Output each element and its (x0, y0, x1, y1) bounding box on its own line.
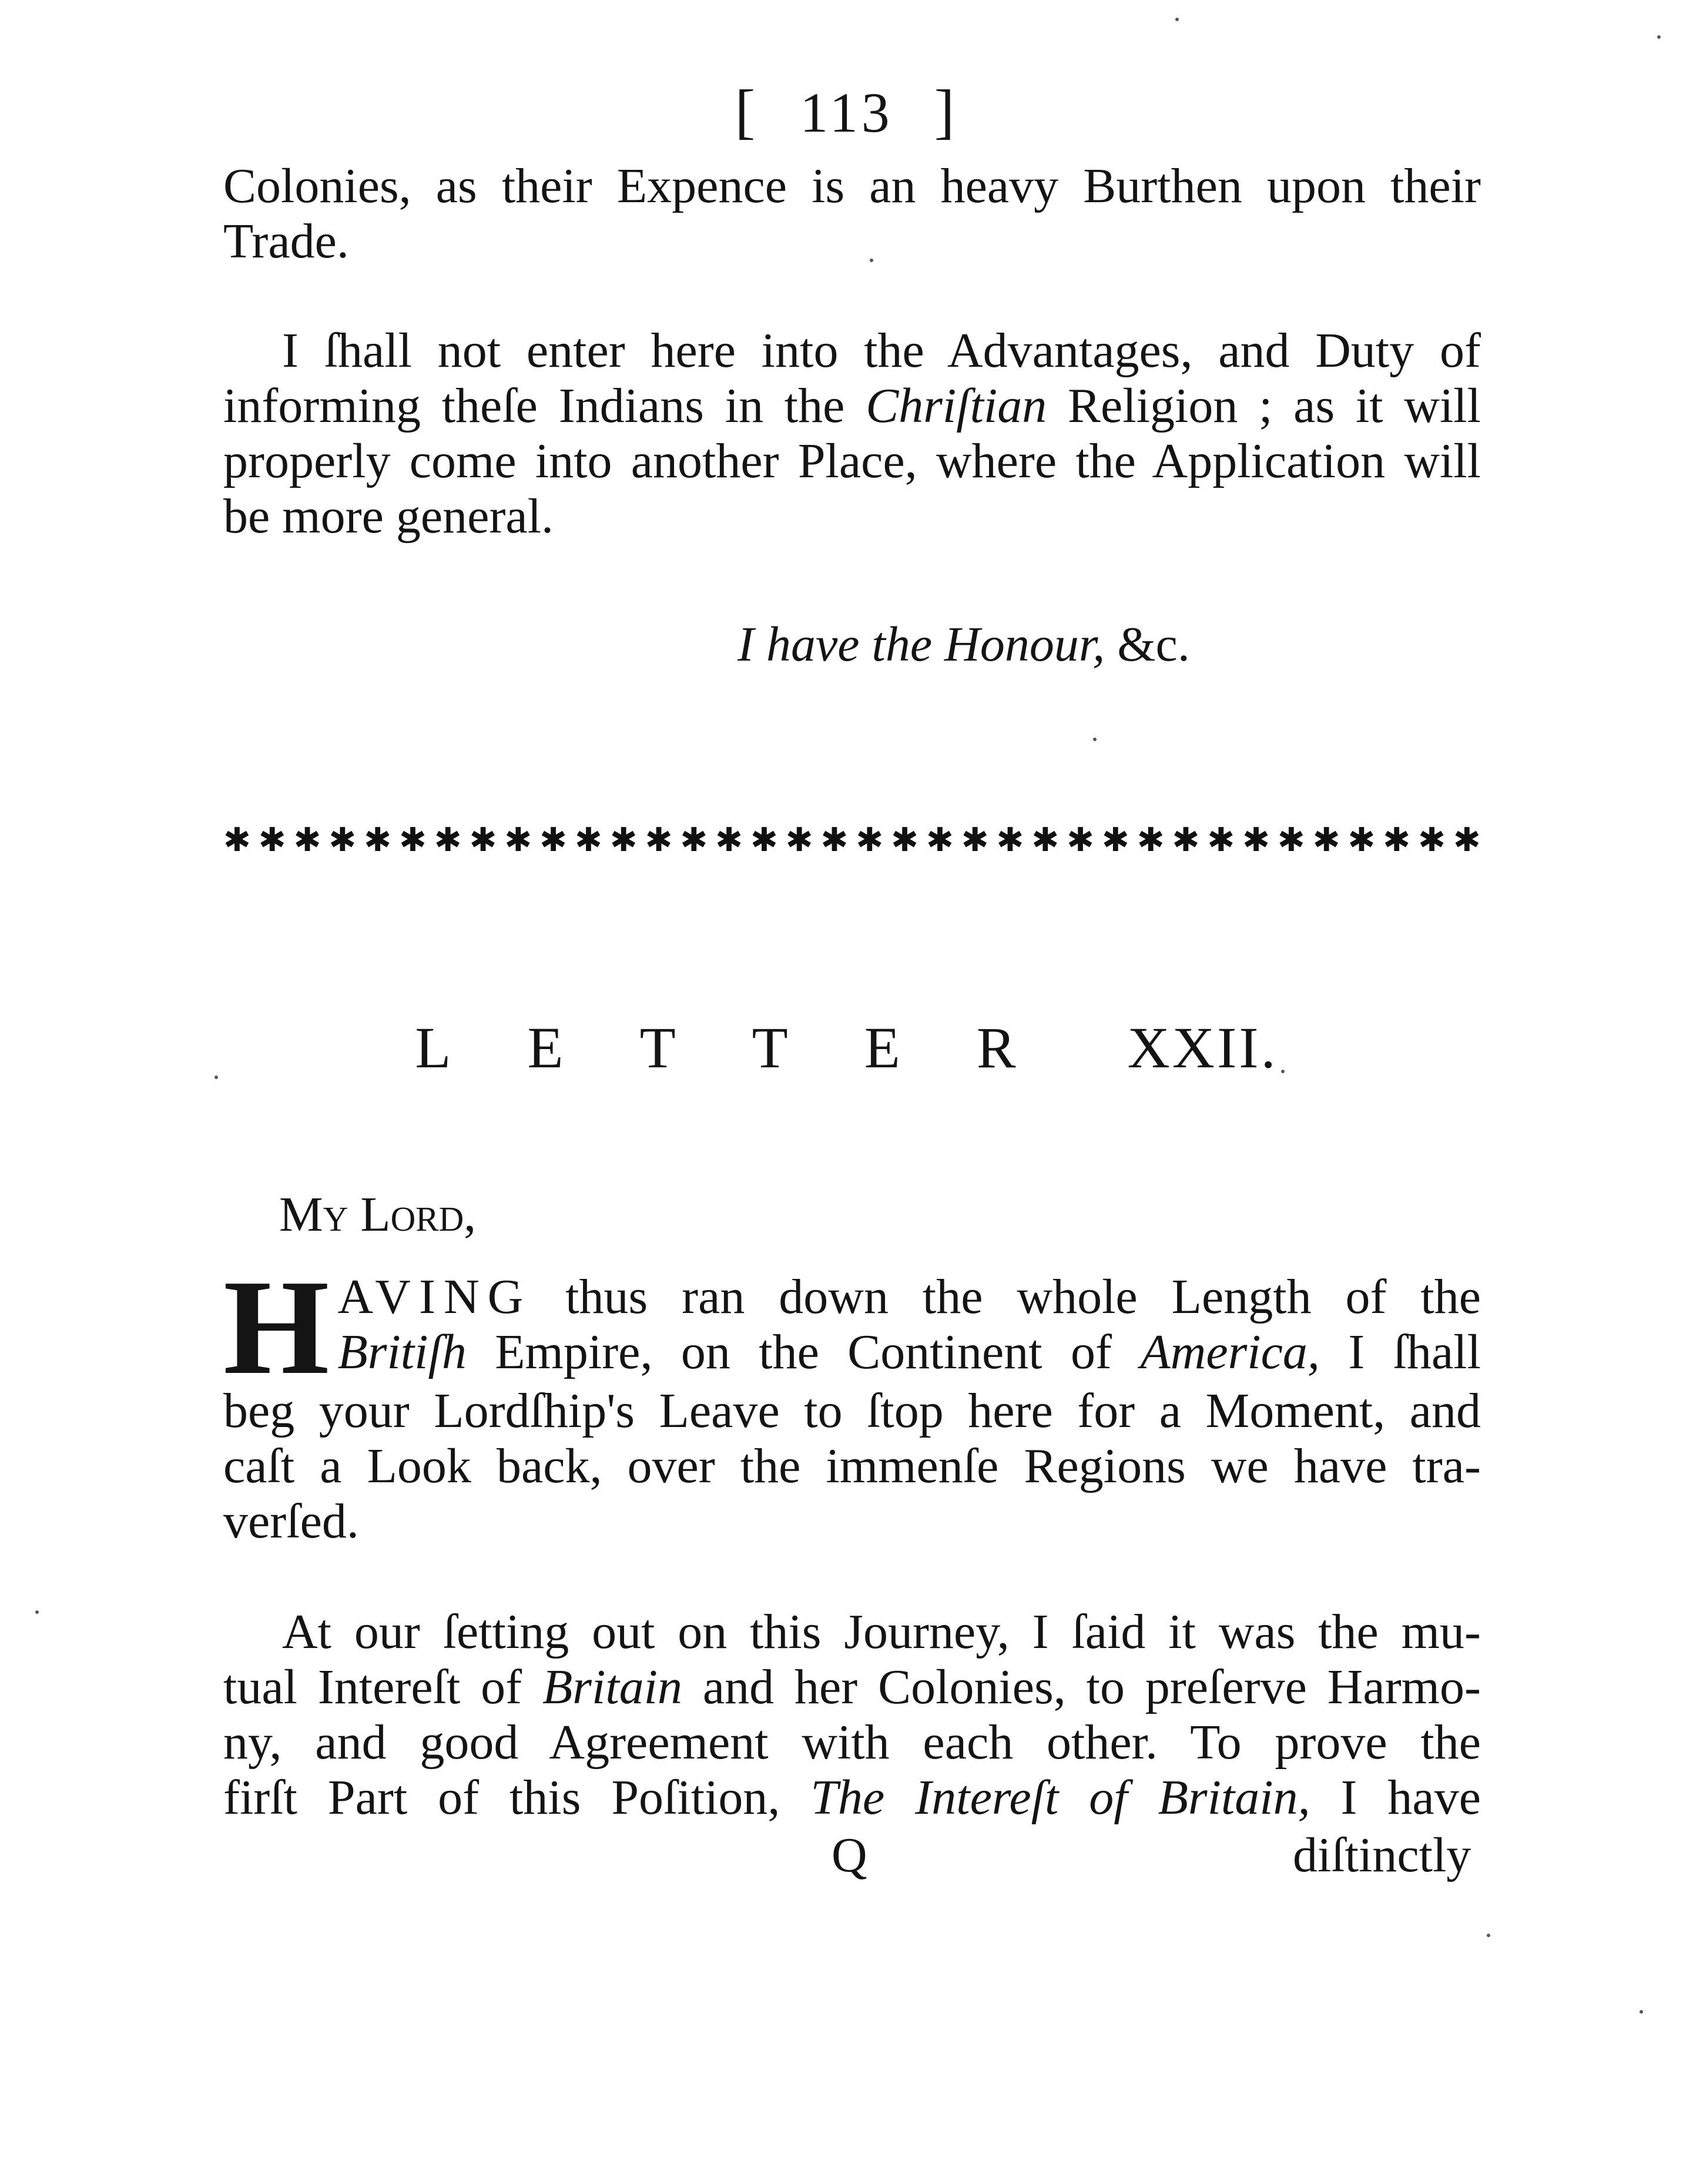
star-ornament-icon: ✱ (1347, 822, 1376, 859)
paper-speck (1640, 2010, 1643, 2014)
text-run: Empire, on the Continent of (466, 1325, 1141, 1379)
star-ornament-icon: ✱ (1067, 822, 1095, 859)
star-ornament-icon: ✱ (1418, 822, 1446, 859)
star-ornament-icon: ✱ (1207, 822, 1235, 859)
text-run: informing theſe Indians in the (223, 378, 866, 433)
ornament-rule (223, 820, 1481, 861)
star-ornament-icon: ✱ (1101, 822, 1129, 859)
italic-run: Britiſh (337, 1325, 467, 1379)
star-ornament-icon: ✱ (1137, 822, 1165, 859)
page-number: 113 (800, 81, 893, 144)
signoff-italic: I have the Honour, (737, 617, 1105, 672)
star-ornament-icon: ✱ (609, 822, 638, 859)
open-bracket: [ (735, 78, 759, 145)
star-ornament-icon: ✱ (504, 822, 532, 859)
paper-speck (1657, 35, 1661, 39)
paper-speck (870, 259, 873, 262)
star-ornament-icon: ✱ (364, 822, 392, 859)
paragraph-continued (223, 159, 1481, 269)
star-ornament-icon: ✱ (715, 822, 743, 859)
star-ornament-icon: ✱ (328, 822, 357, 859)
paper-speck (1487, 1934, 1490, 1937)
star-ornament-icon: ✱ (645, 822, 673, 859)
letter-heading (0, 1014, 1693, 1081)
paragraph-journey (223, 1604, 1481, 1825)
text-line: caſt a Look back, over the immenſe Regions we have tra- (223, 1439, 1481, 1493)
star-ornament-icon: ✱ (574, 822, 602, 859)
star-ornament-icon: ✱ (1383, 822, 1411, 859)
heading-word: LETTER (415, 1015, 1092, 1080)
text-line (223, 1325, 1481, 1380)
heading-numeral: XXII. (1127, 1015, 1278, 1080)
star-ornament-icon: ✱ (1242, 822, 1270, 859)
signoff-rest: &c. (1105, 617, 1190, 672)
drop-cap: H (223, 1252, 330, 1403)
text-run: I have (1310, 1770, 1481, 1825)
caps-run: AVING (337, 1269, 532, 1324)
paper-speck (1093, 738, 1097, 741)
italic-run: America, (1140, 1325, 1320, 1379)
paper-speck (35, 1610, 39, 1614)
text-line: properly come into another Place, where the Application will (223, 434, 1481, 488)
text-line: Trade. (223, 214, 349, 269)
text-line: At our ſetting out on this Journey, I ſaid it was the mu- (282, 1604, 1481, 1659)
text-run: Religion ; as it will (1047, 378, 1481, 433)
salutation: My Lord, (279, 1187, 477, 1242)
paragraph-indians (223, 323, 1481, 544)
text-run: firſt Part of this Poſition, (223, 1770, 811, 1825)
star-ornament-icon: ✱ (1031, 822, 1060, 859)
text-line: ny, and good Agreement with each other. To prove the (223, 1715, 1481, 1770)
text-line: I ſhall not enter here into the Advantages, and Duty of (282, 323, 1481, 378)
text-line: be more general. (223, 489, 554, 544)
text-line: verſed. (223, 1494, 359, 1549)
paragraph-having (223, 1252, 1481, 1549)
text-line (223, 378, 1481, 434)
text-line (223, 1269, 1481, 1325)
signature-mark: Q (832, 1828, 867, 1882)
star-ornament-icon: ✱ (1453, 822, 1481, 859)
italic-run: The Intereſt of Britain, (810, 1770, 1310, 1825)
star-ornament-icon: ✱ (996, 822, 1024, 859)
text-run: tual Intereſt of (223, 1660, 542, 1714)
italic-run: Britain (542, 1660, 683, 1714)
star-ornament-icon: ✱ (680, 822, 708, 859)
text-run: thus ran down the whole Length of the (531, 1269, 1481, 1324)
paper-speck (1175, 18, 1179, 21)
catchword: diſtinctly (1293, 1828, 1471, 1882)
star-ornament-icon: ✱ (223, 822, 251, 859)
star-ornament-icon: ✱ (258, 822, 286, 859)
running-head (0, 76, 1693, 146)
star-ornament-icon: ✱ (856, 822, 884, 859)
star-ornament-icon: ✱ (469, 822, 497, 859)
star-ornament-icon: ✱ (1172, 822, 1200, 859)
star-ornament-icon: ✱ (293, 822, 321, 859)
text-run: and her Colonies, to preſerve Harmo- (682, 1660, 1481, 1714)
paper-speck (1281, 1070, 1285, 1073)
star-ornament-icon: ✱ (1277, 822, 1305, 859)
star-ornament-icon: ✱ (785, 822, 813, 859)
text-run: I ſhall (1319, 1325, 1481, 1379)
text-line (223, 1660, 1481, 1715)
star-ornament-icon: ✱ (891, 822, 919, 859)
text-line: Colonies, as their Expence is an heavy Burthen upon their (223, 159, 1481, 213)
text-line: beg your Lordſhip's Leave to ſtop here for a Moment, and (223, 1384, 1481, 1438)
signoff (737, 617, 1190, 672)
italic-run: Chriſtian (866, 378, 1047, 433)
star-ornament-icon: ✱ (961, 822, 989, 859)
star-ornament-icon: ✱ (820, 822, 849, 859)
star-ornament-icon: ✱ (926, 822, 954, 859)
star-ornament-icon: ✱ (1312, 822, 1340, 859)
star-ornament-icon: ✱ (750, 822, 778, 859)
text-line (223, 1770, 1481, 1825)
paper-speck (214, 1076, 218, 1079)
star-ornament-icon: ✱ (434, 822, 462, 859)
close-bracket: ] (934, 78, 958, 145)
star-ornament-icon: ✱ (539, 822, 568, 859)
star-ornament-icon: ✱ (398, 822, 427, 859)
